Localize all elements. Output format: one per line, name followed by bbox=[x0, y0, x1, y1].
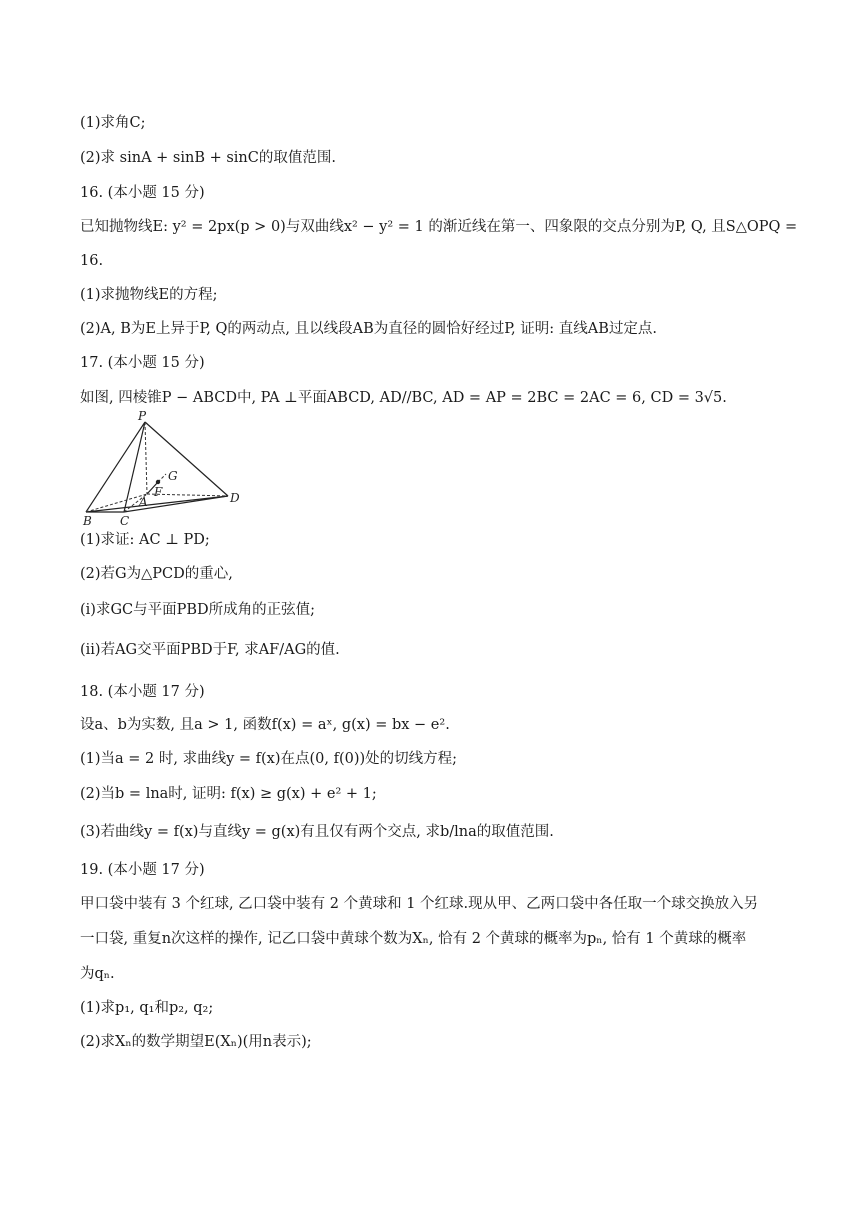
q18-part3: (3)若曲线y = f(x)与直线y = g(x)有且仅有两个交点, 求b/lna的取值范围. bbox=[80, 824, 554, 840]
label-c: C bbox=[120, 514, 130, 528]
q17-header: 17. (本小题 15 分) bbox=[80, 355, 205, 371]
q18-header: 18. (本小题 17 分) bbox=[80, 684, 205, 700]
label-f: F bbox=[154, 485, 163, 499]
q18-part1: (1)当a = 2 时, 求曲线y = f(x)在点(0, f(0))处的切线方程; bbox=[80, 751, 458, 767]
q19-stem-cont: 一口袋, 重复n次这样的操作, 记乙口袋中黄球个数为Xₙ, 恰有 2 个黄球的概率为pₙ, 恰有 1 个黄球的概率 bbox=[80, 931, 747, 947]
q15-part2: (2)求 sinA + sinB + sinC的取值范围. bbox=[80, 150, 336, 166]
label-p: P bbox=[138, 409, 147, 423]
q16-part1: (1)求抛物线E的方程; bbox=[80, 287, 218, 303]
q17-part2-i: (i)求GC与平面PBD所成角的正弦值; bbox=[80, 602, 316, 618]
edge-pb bbox=[86, 422, 145, 512]
label-g: G bbox=[168, 469, 178, 483]
q19-stem: 甲口袋中装有 3 个红球, 乙口袋中装有 2 个黄球和 1 个红球.现从甲、乙两口袋中各任取一个球交换放入另 bbox=[80, 896, 759, 912]
label-a: A bbox=[139, 495, 148, 509]
q17-part1: (1)求证: AC ⊥ PD; bbox=[80, 532, 210, 548]
q19-stem-end: 为qₙ. bbox=[80, 966, 115, 982]
q18-part2: (2)当b = lna时, 证明: f(x) ≥ g(x) + e² + 1; bbox=[80, 786, 377, 802]
label-d: D bbox=[230, 491, 240, 505]
pyramid-figure bbox=[78, 408, 248, 530]
q15-part1: (1)求角C; bbox=[80, 115, 146, 131]
point-f bbox=[156, 480, 160, 484]
q16-stem: 已知抛物线E: y² = 2px(p > 0)与双曲线x² − y² = 1 的渐近线在第一、四象限的交点分别为P, Q, 且S△OPQ = bbox=[80, 219, 798, 235]
edge-pa bbox=[145, 422, 147, 494]
q16-part2: (2)A, B为E上异于P, Q的两动点, 且以线段AB为直径的圆恰好经过P, 证明: 直线AB过定点. bbox=[80, 321, 658, 337]
q16-header: 16. (本小题 15 分) bbox=[80, 185, 205, 201]
q17-stem: 如图, 四棱锥P − ABCD中, PA ⊥平面ABCD, AD//BC, AD = AP = 2BC = 2AC = 6, CD = 3√5. bbox=[80, 390, 727, 406]
q18-stem: 设a、b为实数, 且a > 1, 函数f(x) = aˣ, g(x) = bx − e². bbox=[80, 717, 450, 733]
q19-part1: (1)求p₁, q₁和p₂, q₂; bbox=[80, 1000, 214, 1016]
q16-stem-cont: 16. bbox=[80, 253, 104, 269]
label-b: B bbox=[83, 514, 92, 528]
q17-part2-ii: (ii)若AG交平面PBD于F, 求AF/AG的值. bbox=[80, 642, 340, 658]
q19-part2: (2)求Xₙ的数学期望E(Xₙ)(用n表示); bbox=[80, 1034, 312, 1050]
q17-part2: (2)若G为△PCD的重心, bbox=[80, 566, 233, 582]
q19-header: 19. (本小题 17 分) bbox=[80, 862, 205, 878]
